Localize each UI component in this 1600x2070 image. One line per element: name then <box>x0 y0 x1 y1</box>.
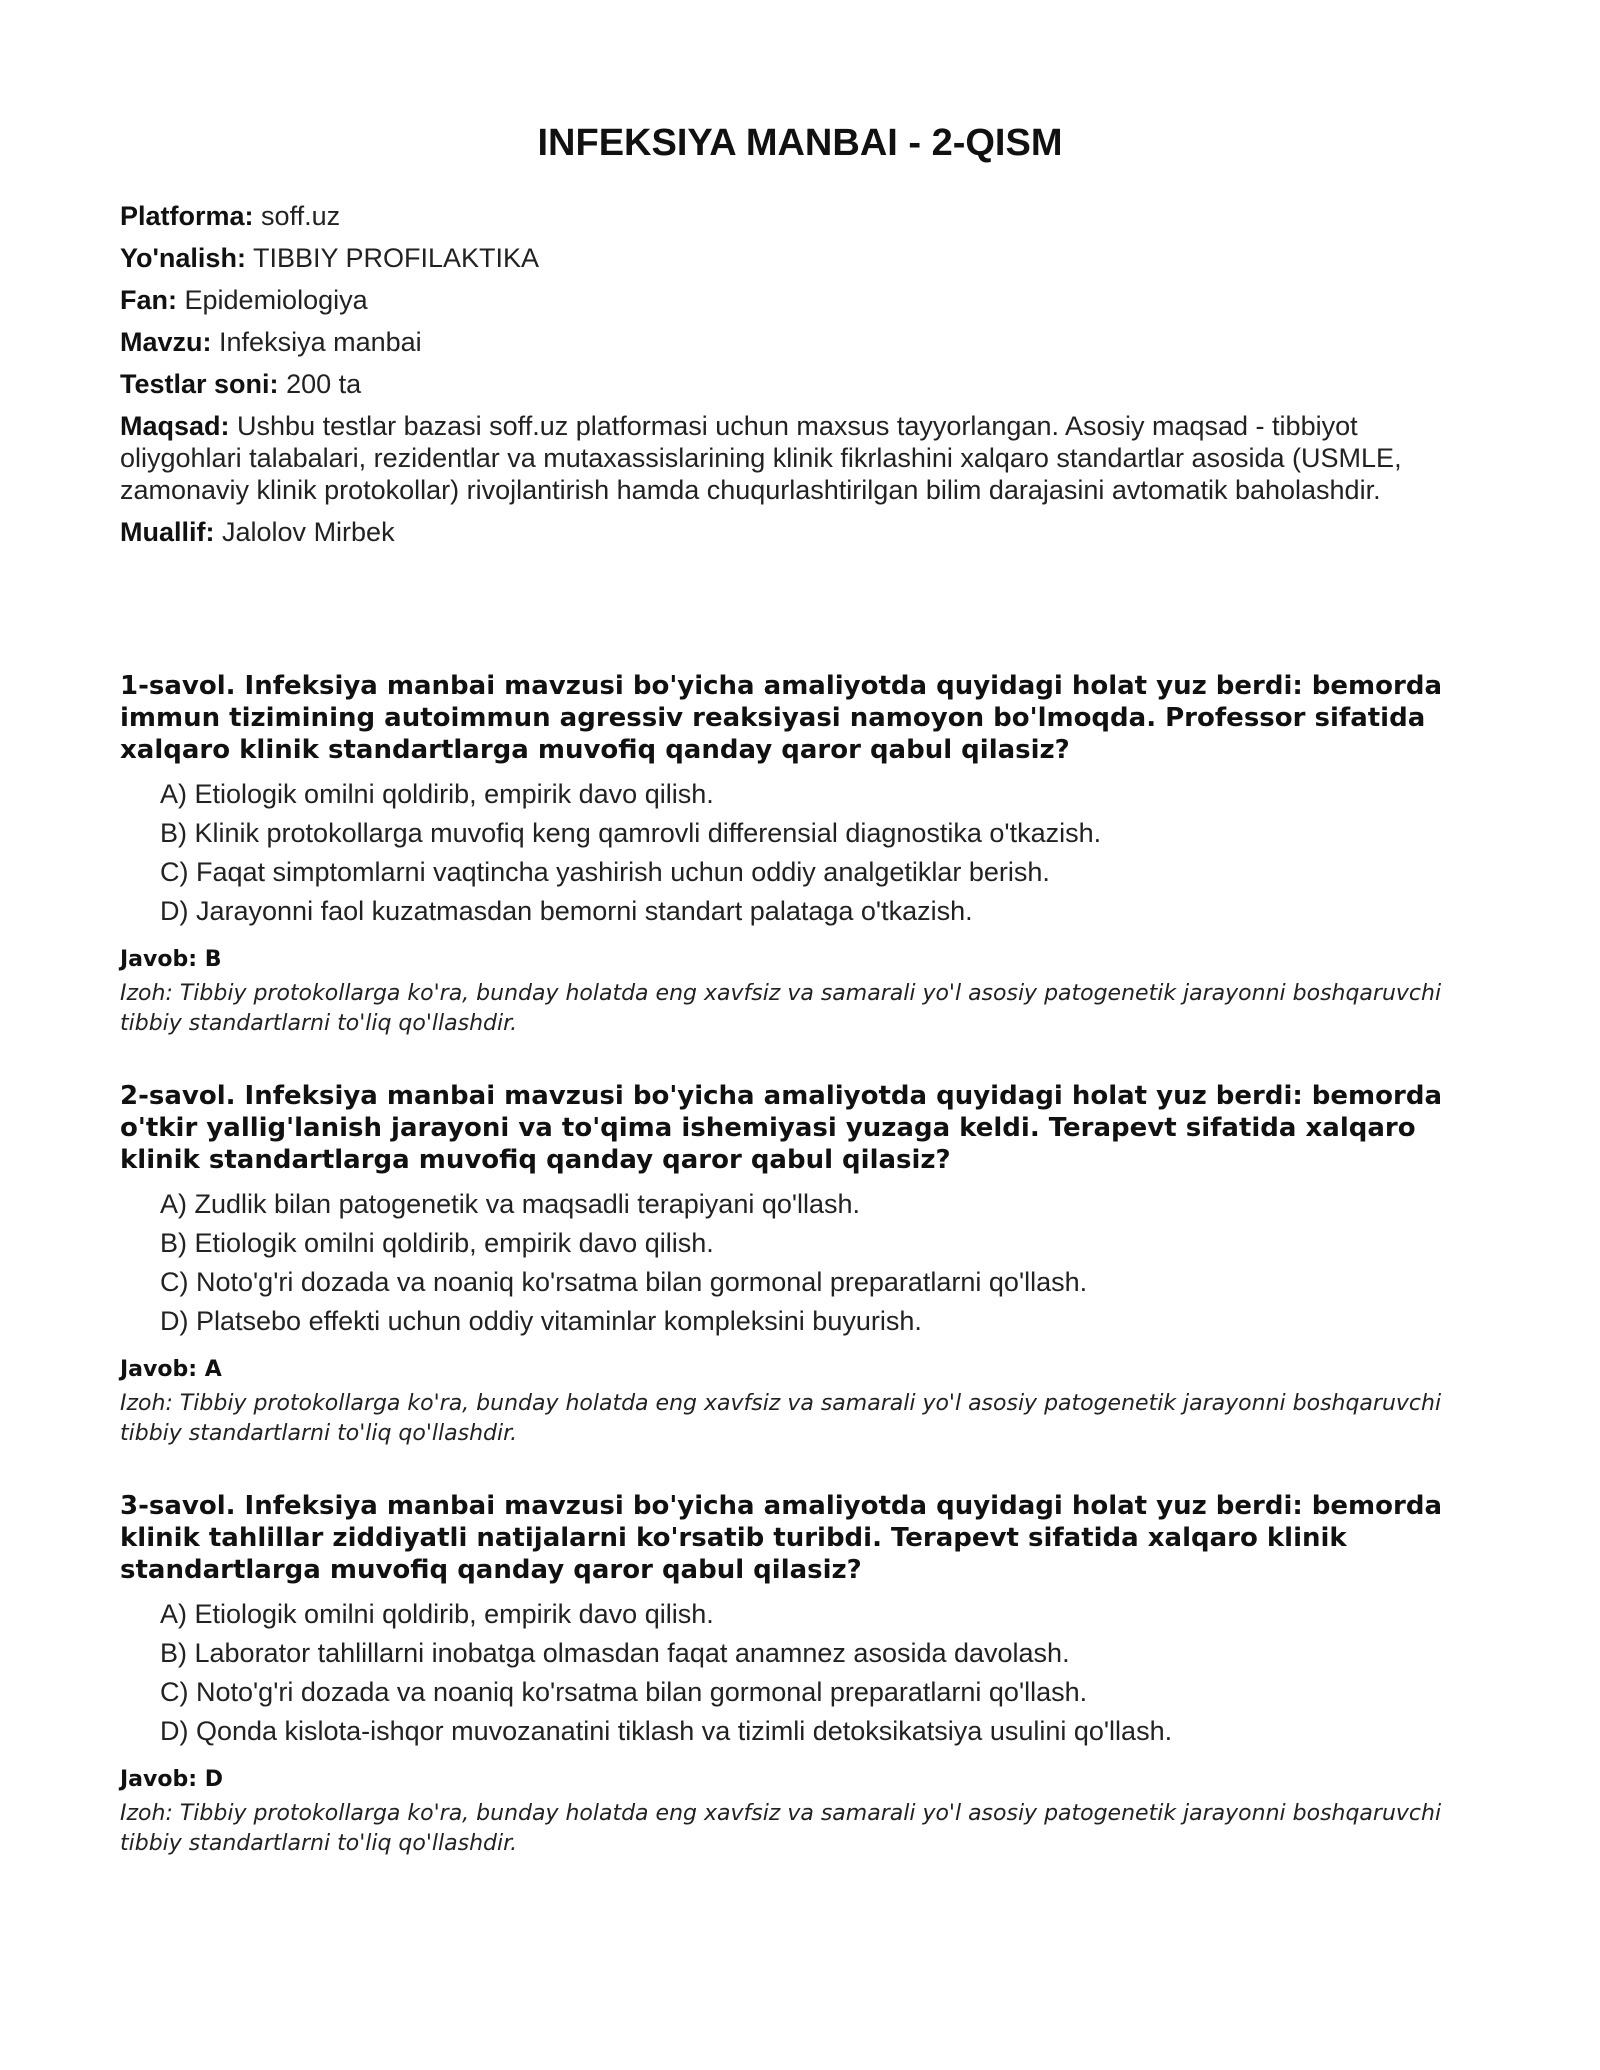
answer-option: A) Zudlik bilan patogenetik va maqsadli terapiyani qo'llash. <box>160 1189 861 1219</box>
answer-option: A) Etiologik omilni qoldirib, empirik davo qilish. <box>160 779 714 809</box>
answer-option: B) Laborator tahlillarni inobatga olmasdan faqat anamnez asosida davolash. <box>160 1638 1070 1668</box>
meta-label: Muallif: <box>120 517 215 547</box>
meta-topic <box>120 326 1480 358</box>
correct-answer: Javob: B <box>120 947 222 972</box>
answer-option: C) Noto'g'ri dozada va noaniq ko'rsatma bilan gormonal preparatlarni qo'llash. <box>160 1677 1088 1707</box>
meta-label: Maqsad: <box>120 411 230 441</box>
document-metadata <box>120 200 1480 558</box>
meta-author <box>120 516 1480 548</box>
meta-value: Ushbu testlar bazasi soff.uz platformasi uchun maxsus tayyorlangan. Asosiy maqsad - tibbiyot oliygohlari talabalari, rezidentlar va mutaxassislarining klinik fikrlashini xalqaro standartlar asosida (USMLE, zamonaviy klinik protokollar) rivojlantirish hamda chuqurlashtirilgan bilim darajasini avtomatik baholashdir. <box>120 411 1402 505</box>
meta-label: Fan: <box>120 285 177 315</box>
question-item <box>120 1490 1480 1900</box>
meta-subject <box>120 284 1480 316</box>
meta-test-count <box>120 368 1480 400</box>
explanation-note: Izoh: Tibbiy protokollarga ko'ra, bunday holatda eng xavfsiz va samarali yo'l asosiy patogenetik jarayonni boshqaruvchi tibbiy standartlarni to'liq qo'llashdir. <box>120 981 1442 1036</box>
answer-option: B) Etiologik omilni qoldirib, empirik davo qilish. <box>160 1228 714 1258</box>
explanation-note: Izoh: Tibbiy protokollarga ko'ra, bunday holatda eng xavfsiz va samarali yo'l asosiy patogenetik jarayonni boshqaruvchi tibbiy standartlarni to'liq qo'llashdir. <box>120 1391 1442 1446</box>
meta-value: Infeksiya manbai <box>219 327 422 357</box>
meta-label: Platforma: <box>120 201 254 231</box>
question-text: 2-savol. Infeksiya manbai mavzusi bo'yicha amaliyotda quyidagi holat yuz berdi: bemorda o'tkir yallig'lanish jarayoni va to'qima ishemiyasi yuzaga keldi. Terapevt sifatida xalqaro klinik standartlarga muvofiq qanday qaror qabul qilasiz? <box>120 1081 1442 1175</box>
answer-option: C) Noto'g'ri dozada va noaniq ko'rsatma bilan gormonal preparatlarni qo'llash. <box>160 1267 1088 1297</box>
meta-label: Yo'nalish: <box>120 243 246 273</box>
question-item <box>120 670 1480 1080</box>
meta-value: Epidemiologiya <box>184 285 368 315</box>
question-item <box>120 1080 1480 1490</box>
answer-option: D) Platsebo effekti uchun oddiy vitaminlar kompleksini buyurish. <box>160 1306 922 1336</box>
question-text: 3-savol. Infeksiya manbai mavzusi bo'yicha amaliyotda quyidagi holat yuz berdi: bemorda klinik tahlillar ziddiyatli natijalarni ko'rsatib turibdi. Terapevt sifatida xalqaro klinik standartlarga muvofiq qanday qaror qabul qilasiz? <box>120 1491 1442 1585</box>
question-text: 1-savol. Infeksiya manbai mavzusi bo'yicha amaliyotda quyidagi holat yuz berdi: bemorda immun tizimining autoimmun agressiv reaksiyasi namoyon bo'lmoqda. Professor sifatida xalqaro klinik standartlarga muvofiq qanday qaror qabul qilasiz? <box>120 671 1442 765</box>
answer-option: B) Klinik protokollarga muvofiq keng qamrovli differensial diagnostika o'tkazish. <box>160 818 1102 848</box>
answer-option: C) Faqat simptomlarni vaqtincha yashirish uchun oddiy analgetiklar berish. <box>160 857 1050 887</box>
meta-label: Mavzu: <box>120 327 212 357</box>
correct-answer: Javob: D <box>120 1767 223 1792</box>
meta-value: soff.uz <box>261 201 341 231</box>
meta-value: Jalolov Mirbek <box>222 517 395 547</box>
meta-direction <box>120 242 1480 274</box>
correct-answer: Javob: A <box>120 1357 222 1382</box>
explanation-note: Izoh: Tibbiy protokollarga ko'ra, bunday holatda eng xavfsiz va samarali yo'l asosiy patogenetik jarayonni boshqaruvchi tibbiy standartlarni to'liq qo'llashdir. <box>120 1801 1442 1856</box>
meta-platform <box>120 200 1480 232</box>
answer-option: D) Qonda kislota-ishqor muvozanatini tiklash va tizimli detoksikatsiya usulini qo'llash. <box>160 1716 1173 1746</box>
meta-value: TIBBIY PROFILAKTIKA <box>252 243 540 273</box>
answer-option: A) Etiologik omilni qoldirib, empirik davo qilish. <box>160 1599 714 1629</box>
meta-value: 200 ta <box>286 369 362 399</box>
meta-purpose <box>120 410 1480 506</box>
meta-label: Testlar soni: <box>120 369 279 399</box>
answer-option: D) Jarayonni faol kuzatmasdan bemorni standart palataga o'tkazish. <box>160 896 973 926</box>
page-title: INFEKSIYA MANBAI - 2-QISM <box>537 122 1063 164</box>
question-list <box>120 670 1480 1900</box>
